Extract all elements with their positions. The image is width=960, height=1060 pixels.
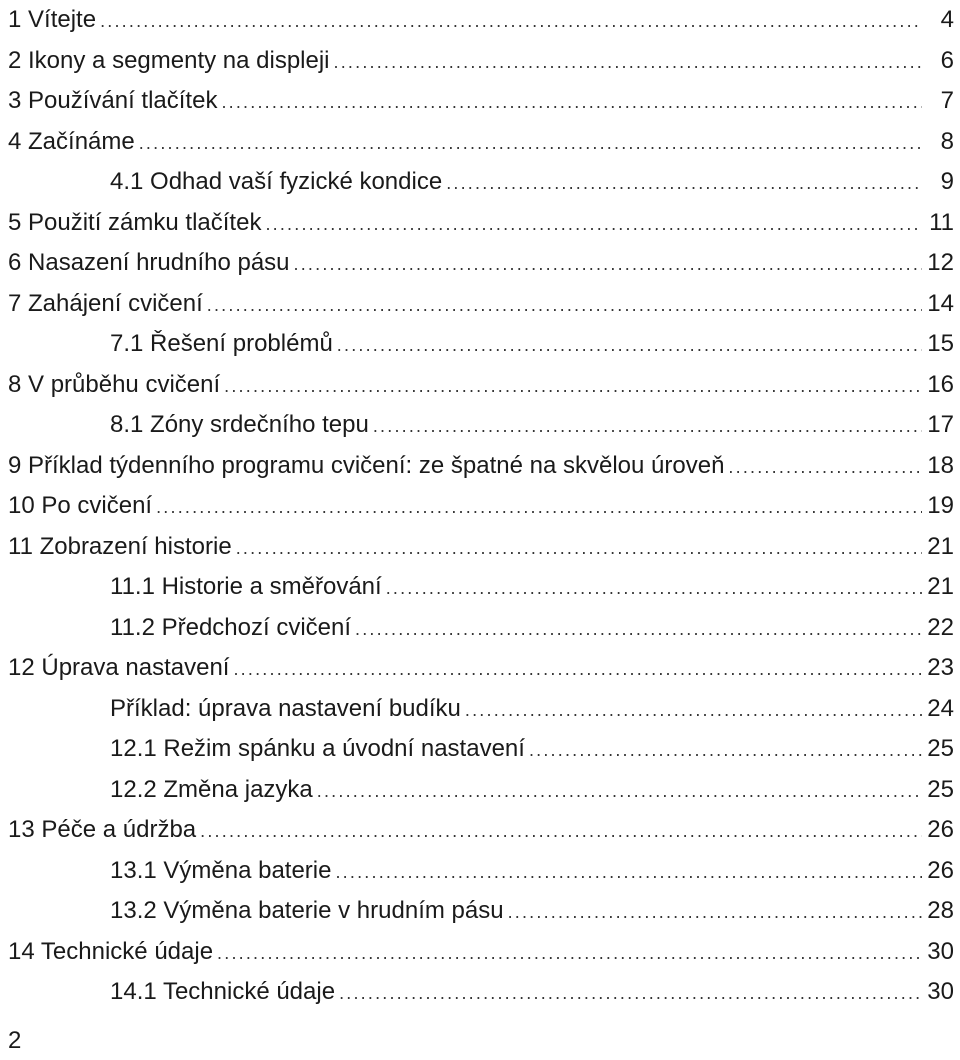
dot-leader (156, 487, 922, 528)
dot-leader (217, 933, 922, 974)
toc-entry-page: 12 (927, 249, 954, 276)
dot-leader (355, 609, 922, 650)
toc-entry[interactable] (8, 122, 954, 163)
dot-leader (236, 528, 922, 569)
toc-entry-page: 15 (927, 330, 954, 357)
toc-entry-page: 25 (927, 735, 954, 762)
toc-entry-title: 12 Úprava nastavení (8, 654, 230, 681)
toc-entry[interactable] (8, 567, 954, 608)
dot-leader (529, 730, 922, 771)
toc-entry-page: 4 (940, 6, 954, 33)
toc-entry-title: 14 Technické údaje (8, 937, 214, 965)
dot-leader (207, 285, 922, 326)
toc-entry-title: 1 Vítejte (8, 6, 97, 33)
toc-entry-title: 2 Ikony a segmenty na displeji (8, 46, 330, 74)
dot-leader (200, 811, 922, 852)
toc-entry[interactable] (8, 810, 954, 851)
dot-leader (100, 1, 922, 42)
toc-entry-page: 18 (927, 451, 954, 479)
dot-leader (446, 163, 922, 204)
toc-entry[interactable] (8, 0, 954, 41)
toc-entry-title: 14.1 Technické údaje (110, 978, 336, 1005)
toc-entry-title: 11.2 Předchozí cvičení (110, 613, 352, 641)
dot-leader (337, 325, 922, 366)
toc-entry-title: 9 Příklad týdenního programu cvičení: ze špatné na skvělou úroveň (8, 451, 725, 479)
toc-entry-page: 14 (927, 289, 954, 317)
toc-entry-page: 6 (940, 46, 954, 74)
dot-leader (224, 366, 922, 407)
toc-entry-page: 16 (927, 370, 954, 398)
toc-entry-page: 11 (929, 208, 954, 236)
toc-entry-title: 12.1 Režim spánku a úvodní nastavení (110, 735, 525, 762)
toc-entry-page: 21 (927, 573, 954, 600)
dot-leader (265, 204, 922, 245)
toc-entry-title: 8.1 Zóny srdečního tepu (110, 411, 369, 438)
dot-leader (294, 244, 922, 285)
toc-entry[interactable] (8, 405, 954, 446)
toc-entry-title: 7 Zahájení cvičení (8, 289, 203, 317)
toc-entry-page: 30 (927, 978, 954, 1005)
toc-entry[interactable] (8, 81, 954, 122)
toc-entry[interactable] (8, 729, 954, 770)
toc-entry[interactable] (8, 203, 954, 244)
toc-entry[interactable] (8, 851, 954, 892)
dot-leader (334, 42, 922, 83)
dot-leader (335, 852, 922, 893)
toc-entry-page: 30 (927, 937, 954, 965)
toc-entry-page: 8 (940, 127, 954, 155)
dot-leader (139, 123, 922, 164)
toc-entry-title: 12.2 Změna jazyka (110, 775, 313, 803)
toc-entry[interactable] (8, 689, 954, 730)
dot-leader (728, 447, 922, 488)
toc-entry-title: 7.1 Řešení problémů (110, 330, 333, 357)
dot-leader (508, 892, 922, 933)
toc-entry-title: 6 Nasazení hrudního pásu (8, 249, 290, 276)
toc-entry[interactable] (8, 527, 954, 568)
toc-entry[interactable] (8, 324, 954, 365)
toc-entry-page: 23 (927, 654, 954, 681)
toc-entry[interactable] (8, 243, 954, 284)
toc-entry-page: 19 (927, 492, 954, 519)
toc-entry-title: 4 Začínáme (8, 127, 135, 155)
toc-entry[interactable] (8, 365, 954, 406)
toc-entry-title: 13.1 Výměna baterie (110, 856, 332, 884)
toc-entry-title: 11 Zobrazení historie (8, 532, 232, 560)
toc-entry[interactable] (8, 446, 954, 487)
toc-entry-title: Příklad: úprava nastavení budíku (110, 694, 461, 722)
toc-entry-title: 13.2 Výměna baterie v hrudním pásu (110, 897, 504, 924)
toc-entry-page: 22 (927, 613, 954, 641)
toc-entry-title: 4.1 Odhad vaší fyzické kondice (110, 168, 443, 195)
dot-leader (373, 406, 922, 447)
toc-entry[interactable] (8, 770, 954, 811)
toc-entry-title: 10 Po cvičení (8, 492, 153, 519)
toc-entry-title: 5 Použití zámku tlačítek (8, 208, 262, 236)
toc-entry[interactable] (8, 162, 954, 203)
toc-entry-page: 26 (927, 816, 954, 843)
dot-leader (233, 649, 922, 690)
dot-leader (317, 771, 922, 812)
dot-leader (221, 82, 922, 123)
toc-entry[interactable] (8, 972, 954, 1013)
toc-entry-page: 25 (927, 775, 954, 803)
toc-entry-page: 7 (940, 87, 954, 114)
page-number: 2 (8, 1027, 22, 1054)
toc-entry-page: 26 (927, 856, 954, 884)
toc-entry-page: 9 (940, 168, 954, 195)
toc-entry-title: 11.1 Historie a směřování (110, 573, 382, 600)
toc-entry[interactable] (8, 284, 954, 325)
toc-entry-title: 8 V průběhu cvičení (8, 370, 221, 398)
toc-entry[interactable] (8, 41, 954, 82)
dot-leader (386, 568, 922, 609)
toc-entry[interactable] (8, 891, 954, 932)
toc-entry[interactable] (8, 486, 954, 527)
toc-entry-page: 17 (927, 411, 954, 438)
dot-leader (465, 690, 922, 731)
toc-entry-title: 3 Používání tlačítek (8, 87, 218, 114)
toc-entry[interactable] (8, 648, 954, 689)
toc-entry[interactable] (8, 932, 954, 973)
toc-entry-page: 21 (927, 532, 954, 560)
toc-entry-title: 13 Péče a údržba (8, 816, 197, 843)
toc-entry-page: 24 (927, 694, 954, 722)
toc-entry-page: 28 (927, 897, 954, 924)
table-of-contents (8, 0, 954, 1013)
toc-entry[interactable] (8, 608, 954, 649)
dot-leader (339, 973, 922, 1014)
